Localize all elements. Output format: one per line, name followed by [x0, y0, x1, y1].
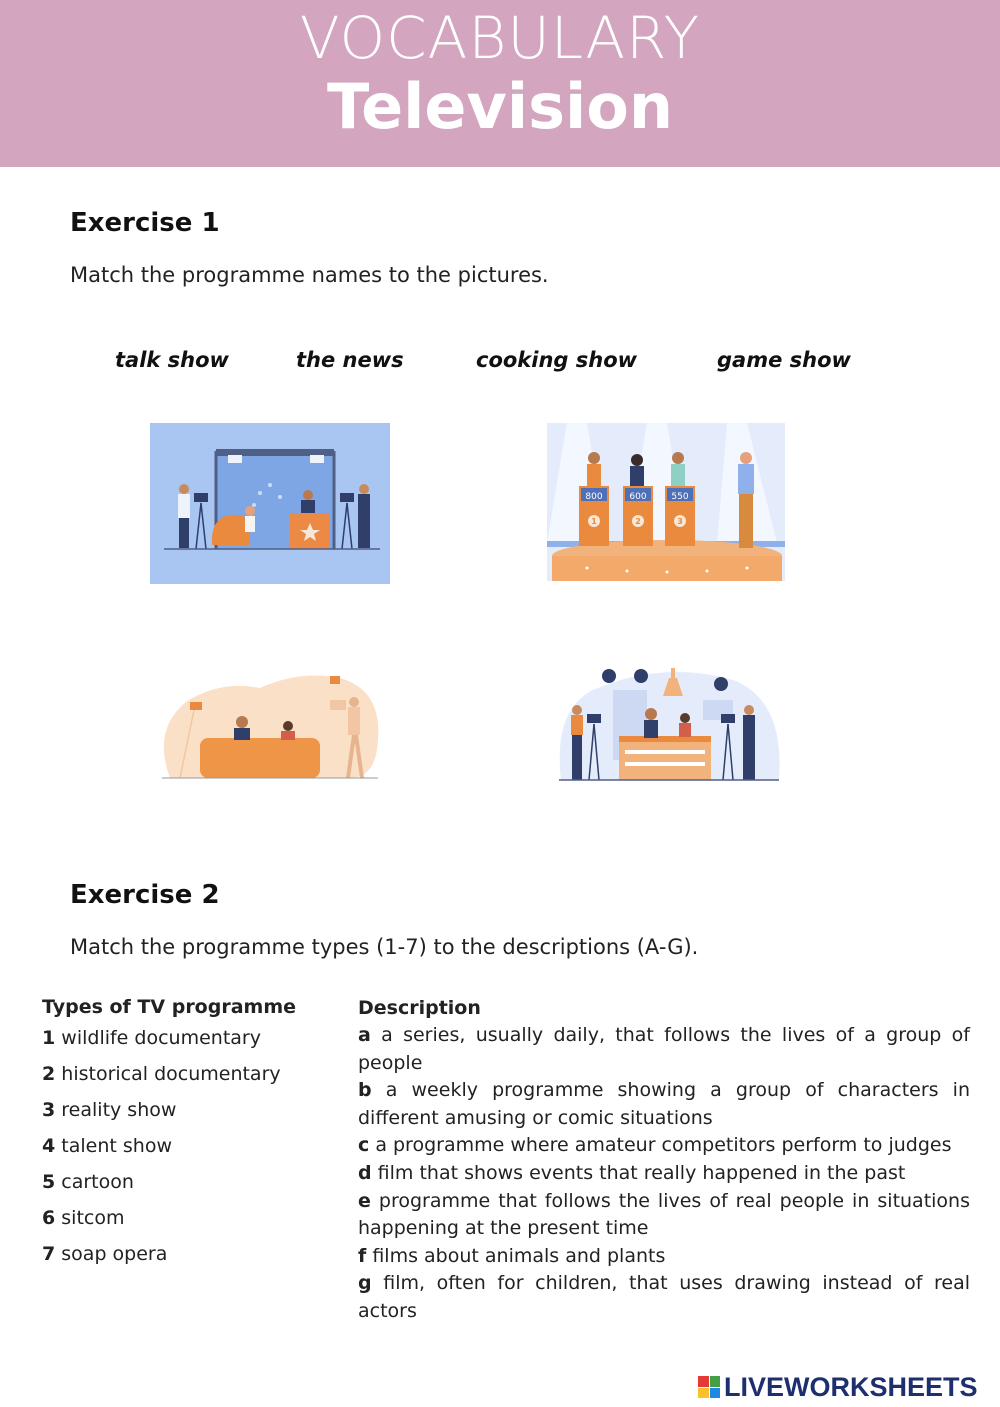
type-item [42, 1134, 332, 1170]
description-letter: d [358, 1161, 372, 1184]
description-item [358, 1022, 970, 1077]
news-picture [150, 650, 390, 800]
logo-mark-icon [698, 1376, 720, 1398]
type-item [42, 1242, 332, 1278]
talk-show-picture [150, 423, 390, 584]
description-item [358, 1270, 970, 1325]
page-header [0, 0, 1000, 167]
type-label: soap opera [61, 1243, 168, 1265]
podium-number-2: 2 [635, 517, 641, 526]
exercise1-instruction: Match the programme names to the pictures. [70, 263, 549, 287]
type-label: reality show [61, 1099, 177, 1121]
type-number: 3 [42, 1099, 56, 1121]
type-number: 4 [42, 1135, 56, 1157]
description-item [358, 1243, 970, 1271]
description-item [358, 1132, 970, 1160]
type-label: talent show [61, 1135, 172, 1157]
score-2: 600 [629, 492, 647, 502]
description-text: film, often for children, that uses drawing instead of real actors [358, 1272, 971, 1322]
description-letter: a [358, 1024, 371, 1046]
type-item [42, 1098, 332, 1134]
type-label: cartoon [61, 1171, 134, 1193]
type-number: 6 [42, 1207, 56, 1229]
description-letter: g [358, 1272, 372, 1295]
score-1: 800 [585, 492, 603, 502]
description-letter: f [358, 1244, 367, 1267]
description-letter: b [358, 1079, 372, 1102]
type-number: 2 [42, 1063, 56, 1085]
description-text: a series, usually daily, that follows the lives of a group of people [358, 1024, 970, 1074]
game-show-picture [547, 423, 785, 581]
podium-number-1: 1 [591, 517, 597, 526]
exercise2-title: Exercise 2 [70, 880, 220, 910]
word-cooking-show[interactable]: cooking show [476, 348, 638, 372]
podium-number-3: 3 [677, 517, 683, 526]
type-item [42, 1206, 332, 1242]
description-text: films about animals and plants [372, 1244, 666, 1267]
type-item [42, 1062, 332, 1098]
description-text: a weekly programme showing a group of characters in different amusing or comic situations [358, 1079, 971, 1129]
logo-text: LIVEWORKSHEETS [724, 1371, 978, 1402]
descriptions-header: Description [358, 997, 481, 1019]
exercise1-title: Exercise 1 [70, 208, 220, 238]
exercise2-instruction: Match the programme types (1-7) to the descriptions (A-G). [70, 935, 699, 959]
type-label: historical documentary [61, 1063, 281, 1085]
description-letter: c [358, 1134, 370, 1157]
description-text: programme that follows the lives of real people in situations happening at the present time [358, 1189, 970, 1240]
description-letter: e [358, 1189, 371, 1212]
description-item [358, 1188, 970, 1243]
word-the-news[interactable]: the news [296, 348, 404, 372]
type-item [42, 1026, 332, 1062]
description-text: a programme where amateur competitors perform to judges [375, 1134, 952, 1157]
header-subtitle: Television [327, 70, 673, 143]
header-title: VOCABULARY [299, 4, 701, 72]
types-header: Types of TV programme [42, 996, 297, 1018]
word-game-show[interactable]: game show [717, 348, 851, 372]
types-list [42, 996, 332, 1278]
type-number: 7 [42, 1243, 56, 1265]
description-item [358, 1160, 970, 1188]
score-3: 550 [671, 492, 689, 502]
descriptions-list [358, 996, 970, 1326]
description-item [358, 1077, 970, 1132]
type-label: sitcom [61, 1207, 125, 1229]
type-number: 1 [42, 1027, 56, 1049]
liveworksheets-logo [698, 1370, 978, 1404]
cooking-show-picture [553, 650, 785, 800]
type-number: 5 [42, 1171, 56, 1193]
type-item [42, 1170, 332, 1206]
type-label: wildlife documentary [61, 1027, 261, 1049]
description-text: film that shows events that really happened in the past [377, 1161, 906, 1184]
word-talk-show[interactable]: talk show [115, 348, 229, 372]
